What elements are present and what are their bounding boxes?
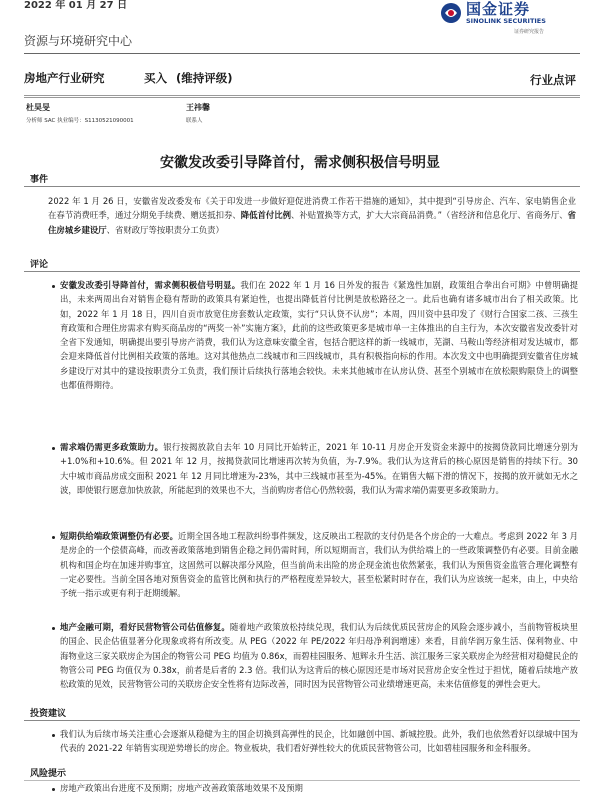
report-date: 2022 年 01 月 27 日 — [24, 0, 128, 11]
comment-b3-heading: 短期供给端政策调整仍有必要。 — [60, 531, 179, 541]
rating: 买入 — [144, 71, 167, 85]
section-event-label: 事件 — [30, 175, 49, 185]
event-bold-1: 降低首付比例 — [240, 210, 291, 221]
analyst-1-name: 杜昊旻 — [26, 103, 50, 112]
sinolink-logo-icon — [440, 2, 462, 24]
event-text-1: 2022 年 1 月 26 日，安徽省发改委发布《关于印发进一步做好迎促进消费工作若干措施的通知》，其中提到“引导房企、汽车、家电销售企业在春节消费旺季，通过分期免手续费、赠送抵扣券、 — [48, 196, 576, 221]
section-risk-label: 风险提示 — [30, 769, 67, 779]
comment-b2-text: 银行按揭放款自去年 10 月同比开始转正，2021 年 10-11 月房企开发资金来源中的按揭贷款同比增速分别为+1.0%和+10.6%。但 2021 年 12 月，按揭贷款同比增速再次转为负值，为-7.9%。我们认为这背后的核心原因是销售的持续下行。30 大中城市商品房成交面积 2021 年 12 月同比增速为-23%，其中三线城市甚至为-45%。在销售大幅下滑的情况下，按揭的放开就如无水之波，即使银行愿意加快放款，所能起到的效果也不大，当前购房者信心仍然较弱，我们认为需求端仍需要更多政策助力。 — [60, 442, 578, 495]
brand-en: SINOLINK SECURITIES — [466, 17, 546, 25]
comment-b1-text: 我们在 2022 年 1 月 16 日外发的报告《紧逸性加剧，政策组合拳出台可期》中曾明确提出，未来两周出台对销售企稳有帮助的政策具有紧迫性，也提出降低首付比例是放松路径之一。此后也确有诸多城市出台了相关政策。比如，2022 年 1 月 18 日，四川自贡市放宽住房套数认定政策，实行“只认贷不认房”；本周，四川资中县印发了《财行合国家二孩、三孩生育政策和合理住房需求有购买商品房的“两奖一补”实施方案》，此前的这些政策更多是城市单一主体推出的自主行为，本次安徽省发改委针对全省下发通知，明确提出要引导房产消费，我们认为这意味安徽全省，包括合肥这样的新一线城市，芜湖、马鞍山等经济相对发达城市，都会迎来降低首付比例相关政策的落地。这对其他热点二线城市和三四线城市，具有积极指向标的作用。本次发文中也明确提到安徽省住房城乡建设厅对其中的建设按职责分工负责，我们预计后续执行落地会较快。未来其他城市在认房认贷、甚至个别城市在放松限购限贷上的调整也都值得期待。 — [60, 280, 578, 391]
section-investment-rule — [24, 720, 580, 721]
brand-sub: 证券研究报告 — [514, 29, 545, 35]
comment-b2-heading: 需求端仍需更多政策助力。 — [60, 442, 164, 452]
brand-cn: 国金证券 — [466, 0, 531, 18]
investment-text: 我们认为后续市场关注重心会逐渐从稳健为主的国企切换到高弹性的民企，比如融创中国、新城控股。此外，我们也依然看好以绿城中国为代表的 2021-22 年销售实现逆势增长的房企。物业板块，我们看好弹性较大的优质民营物管公司，比如碧桂园服务和金科服务。 — [60, 729, 578, 754]
risk-text: 房地产政策出台进度不及预期；房地产改善政策落地效果不及预期 — [60, 783, 303, 793]
section-investment-label: 投资建议 — [30, 709, 67, 719]
bullet-dot — [52, 447, 55, 450]
comment-bullet-2 — [60, 440, 578, 526]
comment-b1-heading: 安徽发改委引导降首付，需求侧积极信号明显。 — [60, 280, 241, 290]
research-center: 资源与环境研究中心 — [24, 34, 133, 48]
title-divider-bottom — [24, 97, 580, 98]
analyst-2-name: 王祎馨 — [186, 103, 210, 112]
report-title: 安徽发改委引导降首付，需求侧积极信号明显 — [160, 155, 440, 171]
analyst-2-role: 联系人 — [186, 118, 203, 124]
bullet-dot — [52, 285, 55, 288]
comment-bullet-4 — [60, 620, 578, 706]
event-text-2: 、补贴置换等方式，扩大大宗商品消费。”（省经济和信息化厅、省商务厅、 — [290, 210, 568, 221]
report-type: 行业点评 — [530, 73, 576, 87]
event-text-3: 、省财政厅等按职责分工负责） — [106, 224, 224, 235]
brand-logo — [440, 0, 590, 38]
event-bold-2: 省住房城乡建设厅 — [48, 210, 576, 235]
title-divider-top — [24, 95, 580, 96]
bullet-dot — [52, 734, 55, 737]
comment-b4-heading: 地产金融可期，看好民营物管公司估值修复。 — [60, 622, 230, 632]
analyst-1-role: 分析师 SAC 执业编号：S1130521090001 — [26, 118, 134, 124]
bullet-dot — [52, 627, 55, 630]
event-paragraph — [48, 194, 576, 237]
section-comment-rule — [24, 271, 580, 272]
rating-note: (维持评级) — [176, 71, 233, 85]
comment-bullet-3 — [60, 529, 578, 615]
bullet-dot — [52, 536, 55, 539]
section-event-rule — [24, 186, 580, 187]
bullet-dot — [52, 788, 55, 791]
comment-bullet-1 — [60, 278, 578, 438]
section-comment-label: 评论 — [30, 260, 49, 270]
header-divider — [24, 53, 580, 54]
industry-title: 房地产行业研究 — [24, 71, 105, 85]
comment-b4-text: 随着地产政策放松持续兑现，我们认为后续优质民营房企的风险会逐步减小，当前物管板块里的国企、民企估值显著分化现象或将有所改变。从 PEG（2022 年 PE/2022 年归母净利润增速）来看，目前华润万象生活、保利物业、中海物业这三家关联房企为国企的物管公司 PEG 均值为 0.86x，而碧桂园服务、旭辉永升生活、滨江服务三家关联房企为经营相对稳健民企的物管公司 PEG 均值仅为 0.38x，前者是后者的 2.3 倍。我们认为这背后的核心原因还是市场对民营房企安全性过于担忧，随着后续地产放松政策的见效，民营物管公司的关联房企安全性将有边际改善，同时因为民营物管公司业绩增速更高，未来估值修复的弹性会更大。 — [60, 622, 578, 690]
comment-b3-text: 近期全国各地工程款纠纷事件频发，这反映出工程款的支付仍是各个房企的一大难点。考虑到 2022 年 3 月是房企的一个偿债高峰，而改善政策落地到销售企稳之间仍需时间，所以短期而言，我们认为供给端上的一些政策调整仍有必要。目前金融机构和国企均在加速并购事宜，这固然可以解决部分风险，但当前尚未出险的房企现金流也依然紧张，我们认为预售资金监管合理化调整有一定必要性。当前全国各地对预售资金的监管比例和执行的严格程度差异较大，甚至松紧时时存在，我们认为应该统一起来，由上，中央给予统一指示或更有利于赶期缓解。 — [60, 531, 578, 599]
